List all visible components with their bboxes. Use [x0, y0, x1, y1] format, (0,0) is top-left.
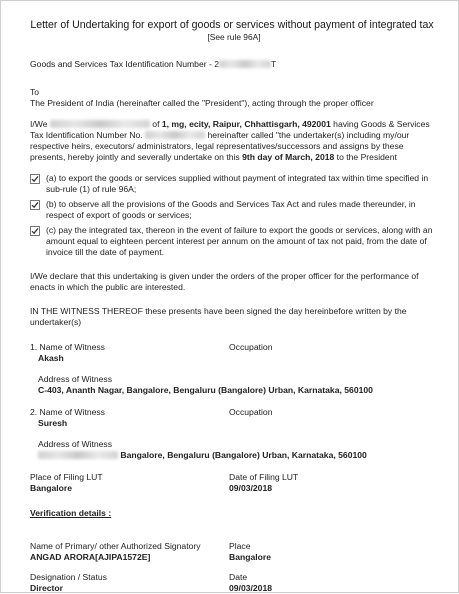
verification-heading: Verification details : — [30, 508, 112, 519]
witness-name: Akash — [38, 353, 64, 364]
checkbox-checked-icon[interactable] — [30, 200, 40, 210]
date-of-filing: 09/03/2018 — [229, 483, 273, 494]
gstin-line — [30, 59, 438, 70]
checkbox-checked-icon[interactable] — [30, 174, 40, 184]
undertaker-name-redacted — [50, 120, 150, 128]
decl-having: having Goods & Services Tax Identification Number No. — [30, 119, 430, 141]
witness-name-label: 1. Name of Witness — [30, 342, 105, 353]
decl-we: I/We — [30, 119, 50, 130]
gstin-visible-prefix: 2 — [214, 59, 220, 70]
declare-paragraph: I/We declare that this undertaking is given under the orders of the proper officer for the performance of enacts in which the public are interested. — [30, 271, 419, 293]
date-of-filing-label: Date of Filing LUT — [229, 472, 299, 483]
witness-address-redacted — [38, 451, 118, 459]
undertakings-list — [30, 173, 438, 258]
undertaking-item-a — [30, 173, 438, 195]
undertaking-item-c — [30, 225, 438, 258]
gstin-visible-suffix: T — [271, 59, 277, 70]
rule-reference: [See rule 96A] — [207, 31, 261, 42]
declaration-paragraph — [30, 119, 438, 163]
undertaking-text: (a) to export the goods or services supplied without payment of integrated tax within time specified in sub-rule (1) of rule 96A; — [46, 173, 429, 195]
witness-statement: IN THE WITNESS THEREOF these presents have been signed the day hereinbefore written by the undertaker(s) — [30, 306, 407, 328]
gstin-label: Goods and Services Tax Identification Number - — [30, 59, 215, 70]
place-of-filing-label: Place of Filing LUT — [30, 472, 103, 483]
verification-date-label: Date — [229, 572, 248, 583]
undertaking-text: (c) pay the integrated tax, thereon in the event of failure to export the goods or services, along with an amount equal to eighteen percent interest per annum on the amount of tax not paid, from the date of invoice till the date of payment. — [46, 225, 433, 258]
witness-address-line — [38, 450, 438, 461]
decl-rest: hereinafter called "the undertaker(s) including my/our respective heirs, executors/ administrators, legal representatives/successors and assigns by these presents, hereby jointly and severally undertake on this — [30, 130, 410, 163]
undertaking-text: (b) to observe all the provisions of the Goods and Services Tax Act and rules made thereunder, in respect of export of goods or services; — [46, 199, 416, 221]
designation: Director — [30, 583, 63, 594]
gstin-no-redacted — [145, 131, 205, 139]
signatory-details — [30, 541, 438, 563]
witness-occupation-label: Occupation — [229, 342, 273, 353]
witness-occupation-label: Occupation — [229, 407, 273, 418]
decl-tail: to the President — [334, 152, 397, 163]
designation-details — [30, 572, 438, 594]
checkbox-checked-icon[interactable] — [30, 226, 40, 236]
gstin-redacted — [219, 60, 271, 68]
signatory-name: ANGAD ARORA[AJIPA1572E] — [30, 552, 151, 563]
document-title: Letter of Undertaking for export of goods or services without payment of integrated tax — [30, 19, 434, 31]
witness-1 — [30, 342, 438, 396]
filing-details — [30, 472, 438, 494]
undertaking-date: 9th day of March, 2018 — [242, 152, 335, 163]
witness-address-label: Address of Witness — [38, 439, 113, 450]
witness-2 — [30, 407, 438, 461]
witness-name: Suresh — [38, 418, 68, 429]
verification-place: Bangalore — [229, 552, 272, 563]
verification-date: 09/03/2018 — [229, 583, 273, 594]
to-label: To — [30, 87, 40, 98]
undertaker-address: 1, mg, ecity, Raipur, Chhattisgarh, 492001 — [161, 119, 331, 130]
designation-label: Designation / Status — [30, 572, 107, 583]
addressee-text: The President of India (hereinafter called the "President"), acting through the proper officer — [30, 98, 374, 109]
witness-address: C-403, Ananth Nagar, Bangalore, Bengaluru (Bangalore) Urban, Karnataka, 560100 — [38, 385, 373, 396]
witness-address: Bangalore, Bengaluru (Bangalore) Urban, Karnataka, 560100 — [120, 450, 367, 461]
signatory-label: Name of Primary/ other Authorized Signatory — [30, 541, 201, 552]
place-of-filing: Bangalore — [30, 483, 73, 494]
verification-place-label: Place — [229, 541, 251, 552]
undertaking-item-b — [30, 199, 438, 221]
witness-address-label: Address of Witness — [38, 374, 113, 385]
addressee-block — [30, 87, 438, 109]
decl-of: of — [149, 119, 162, 130]
witness-name-label: 2. Name of Witness — [30, 407, 105, 418]
